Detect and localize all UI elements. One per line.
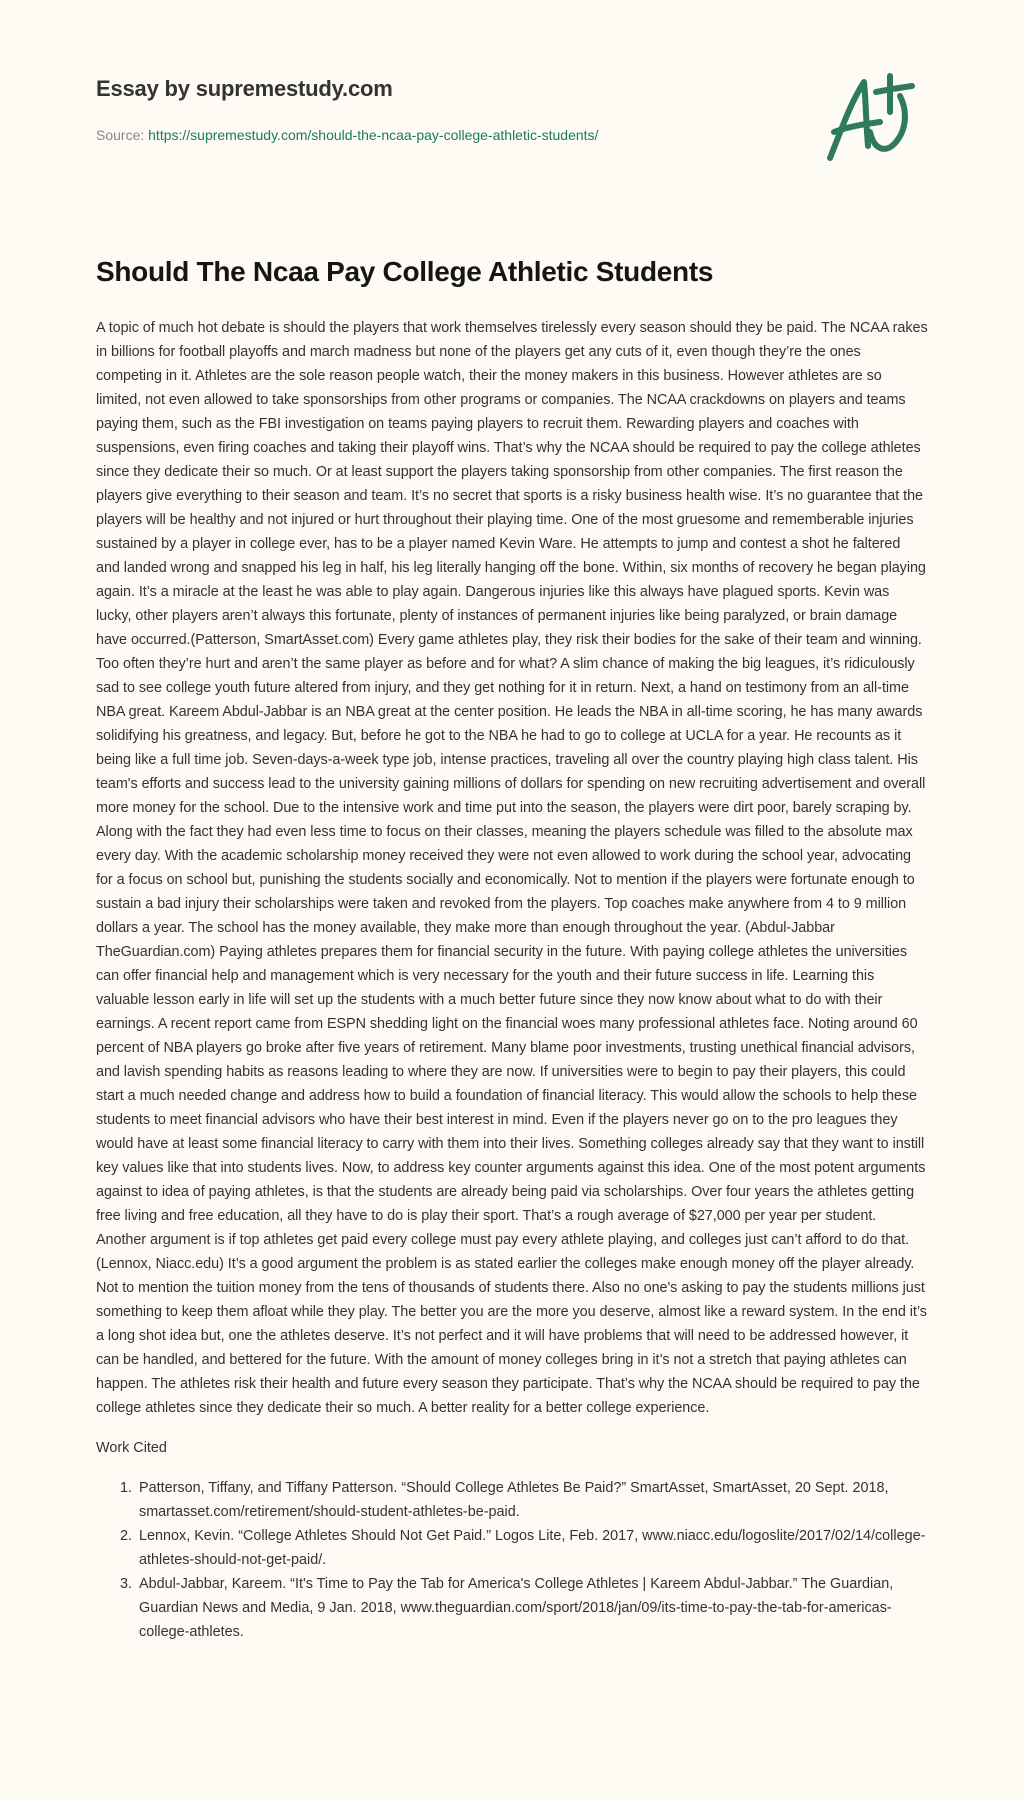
works-cited-heading: Work Cited [96,1440,167,1456]
citation-item: 2. Lennox, Kevin. “College Athletes Should Not Get Paid.” Logos Lite, Feb. 2017, www.niacc.edu/logoslite/2017/02/14/college-athletes-should-not-get-paid/. [136,1524,928,1572]
citation-item: 1. Patterson, Tiffany, and Tiffany Patterson. “Should College Athletes Be Paid?” SmartAsset, SmartAsset, 20 Sept. 2018, smartasset.com/retirement/should-student-athletes-be-paid. [136,1476,928,1524]
site-title: Essay by supremestudy.com [96,76,393,101]
essay [96,254,928,1644]
source-label: Source: [96,127,149,143]
essay-title: Should The Ncaa Pay College Athletic Students [96,256,714,287]
a-plus-grade-icon [820,62,930,172]
essay-body: A topic of much hot debate is should the players that work themselves tirelessly every season should they be paid. The NCAA rakes in billions for football playoffs and march madness but none of the players get any cuts of it, even though they’re the ones competing in it. Athletes are the sole reason people watch, their the money makers in this business. However athletes are so limited, not even allowed to take sponsorships from other programs or companies. The NCAA crackdowns on players and teams paying them, such as the FBI investigation on teams paying players to recruit them. Rewarding players and coaches with suspensions, even firing coaches and taking their playoff wins. That’s why the NCAA should be required to pay the college athletes since they dedicate their so much. Or at least support the players taking sponsorship from other companies. The first reason the players give everything to their season and team. It’s no secret that sports is a risky business health wise. It’s no guarantee that the players will be healthy and not injured or hurt throughout their playing time. One of the most gruesome and rememberable injuries sustained by a player in college ever, has to be a player named Kevin Ware. He attempts to jump and contest a shot he faltered and landed wrong and snapped his leg in half, his leg literally hanging off the bone. Within, six months of recovery he began playing again. It’s a miracle at the least he was able to play again. Dangerous injuries like this always have plagued sports. Kevin was lucky, other players aren’t always this fortunate, plenty of instances of permanent injuries like being paralyzed, or brain damage have occurred.(Patterson, SmartAsset.com) Every game athletes play, they risk their bodies for the sake of their team and winning. Too often they’re hurt and aren’t the same player as before and for what? A slim chance of making the big leagues, it’s ridiculously sad to see college youth future altered from injury, and they get nothing for it in return. Next, a hand on testimony from an all-time NBA great. Kareem Abdul-Jabbar is an NBA great at the center position. He leads the NBA in all-time scoring, he has many awards solidifying his greatness, and legacy. But, before he got to the NBA he had to go to college at UCLA for a year. He recounts as it being like a full time job. Seven-days-a-week type job, intense practices, traveling all over the country playing high class talent. His team's efforts and success lead to the university gaining millions of dollars for spending on new recruiting advertisement and overall more money for the school. Due to the intensive work and time put into the season, the players were dirt poor, barely scraping by. Along with the fact they had even less time to focus on their classes, meaning the players schedule was filled to the absolute max every day. With the academic scholarship money received they were not even allowed to work during the school year, advocating for a focus on school but, punishing the students socially and economically. Not to mention if the players were fortunate enough to sustain a bad injury their scholarships were taken and revoked from the players. Top coaches make anywhere from 4 to 9 million dollars a year. The school has the money available, they make more than enough throughout the year. (Abdul-Jabbar TheGuardian.com) Paying athletes prepares them for financial security in the future. With paying college athletes the universities can offer financial help and management which is very necessary for the youth and their future success in life. Learning this valuable lesson early in life will set up the students with a much better future since they now know about what to do with their earnings. A recent report came from ESPN shedding light on the financial woes many professional athletes face. Noting around 60 percent of NBA players go broke after five years of retirement. Many blame poor investments, trusting unethical financial advisors, and lavish spending habits as reasons leading to where they are now. If universities were to begin to pay their players, this could start a much needed change and address how to build a foundation of financial literacy. This would allow the schools to help these students to meet financial advisors who have their best interest in mind. Even if the players never go on to the pro leagues they would have at least some financial literacy to carry with them into their lives. Something colleges already say that they want to instill key values like that into students lives. Now, to address key counter arguments against this idea. One of the most potent arguments against to idea of paying athletes, is that the students are already being paid via scholarships. Over four years the athletes getting free living and free education, all they have to do is play their sport. That’s a rough average of $27,000 per year per student. Another argument is if top athletes get paid every college must pay every athlete playing, and colleges just can’t afford to do that.(Lennox, Niacc.edu) It’s a good argument the problem is as stated earlier the colleges make enough money off the player already. Not to mention the tuition money from the tens of thousands of students there. Also no one's asking to pay the students millions just something to keep them afloat while they play. The better you are the more you deserve, almost like a reward system. In the end it’s a long shot idea but, one the athletes deserve. It’s not perfect and it will have problems that will need to be addressed however, it can be handled, and bettered for the future. With the amount of money colleges bring in it’s not a stretch that paying athletes can happen. The athletes risk their health and future every season they participate. That’s why the NCAA should be required to pay the college athletes since they dedicate their so much. A better reality for a better college experience. [96,320,928,1416]
source-line [96,126,796,144]
page-header [96,74,796,144]
citations-list [96,1476,928,1644]
source-link[interactable]: https://supremestudy.com/should-the-ncaa-pay-college-athletic-students/ [148,127,599,143]
citation-item: 3. Abdul-Jabbar, Kareem. “It's Time to Pay the Tab for America's College Athletes | Kareem Abdul-Jabbar.” The Guardian, Guardian News and Media, 9 Jan. 2018, www.theguardian.com/sport/2018/jan/09/its-time-to-pay-the-tab-for-americas-college-athletes. [136,1572,928,1644]
